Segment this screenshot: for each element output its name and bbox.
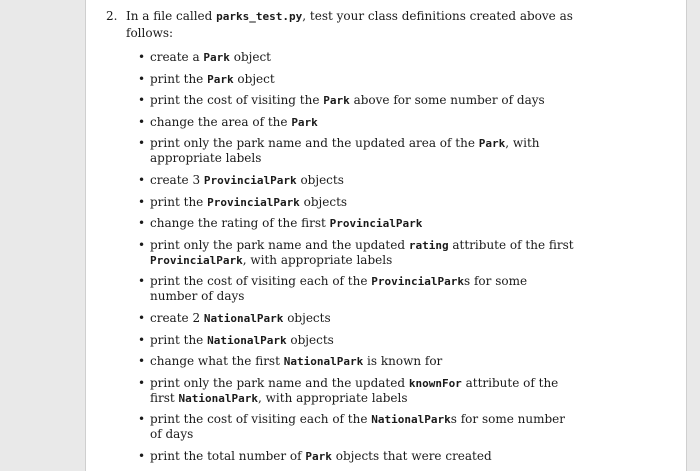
code-term: ProvincialPark — [150, 253, 243, 267]
code-term: ProvincialPark — [203, 173, 297, 187]
instruction-text: create 3 — [150, 172, 204, 187]
code-term: ProvincialPark — [329, 217, 423, 231]
code-term: NationalPark — [207, 333, 287, 347]
instruction-text: print the — [150, 332, 208, 347]
instruction-text: , with appropriate labels — [150, 136, 540, 166]
instruction-item — [138, 136, 576, 166]
instruction-item — [138, 333, 576, 348]
instruction-text: objects — [283, 310, 331, 325]
question-intro — [126, 8, 576, 41]
question-header — [106, 8, 576, 41]
code-term: rating — [408, 238, 449, 252]
instruction-text: change what the first — [150, 354, 284, 369]
instruction-item — [138, 238, 576, 268]
instruction-text: create 2 — [150, 310, 204, 325]
instruction-item — [138, 93, 576, 108]
instruction-item — [138, 115, 576, 130]
code-term: Park — [207, 72, 234, 86]
code-term: ProvincialPark — [207, 195, 300, 209]
instruction-item — [138, 195, 576, 210]
instruction-item — [138, 376, 576, 406]
instruction-text: print only the park name and the updated — [150, 375, 409, 390]
instruction-item — [138, 311, 576, 326]
instruction-text: print the cost of visiting the — [150, 93, 324, 108]
instruction-list — [106, 50, 576, 464]
code-term: Park — [203, 51, 230, 64]
instruction-item — [138, 274, 576, 304]
code-term: Park — [478, 137, 506, 151]
instruction-text: objects — [296, 172, 344, 187]
instruction-text: object — [233, 71, 275, 86]
code-term: NationalPark — [178, 391, 259, 405]
instruction-item — [138, 50, 576, 65]
instruction-text: objects — [299, 194, 348, 209]
code-term: NationalPark — [371, 413, 451, 427]
instruction-text: print the total number of — [150, 448, 306, 463]
instruction-text: objects that were created — [331, 448, 492, 463]
code-term: NationalPark — [203, 311, 284, 325]
instruction-item — [138, 412, 576, 442]
instruction-text: create a — [150, 50, 204, 64]
question-number: 2. — [106, 9, 118, 23]
instruction-text: object — [229, 50, 272, 64]
instruction-text: print the — [150, 71, 208, 86]
instruction-item — [138, 173, 576, 188]
instruction-text: , with appropriate labels — [242, 252, 393, 267]
code-term: Park — [323, 94, 350, 108]
instruction-text: print the cost of visiting each of the — [150, 412, 372, 427]
intro-text-post: , test your class definitions created above as follows: — [126, 9, 573, 40]
document-page — [85, 0, 687, 471]
question-content — [106, 8, 576, 471]
code-term: Park — [291, 115, 318, 129]
instruction-text: print only the park name and the updated — [150, 237, 409, 252]
instruction-text: print the — [150, 194, 208, 209]
instruction-text: above for some number of days — [349, 93, 545, 108]
instruction-text: change the rating of the first — [150, 216, 330, 231]
instruction-text: s for some number of days — [150, 274, 528, 304]
instruction-text: change the area of the — [150, 114, 292, 129]
instruction-item — [138, 216, 576, 231]
instruction-text: attribute of the first — [448, 237, 574, 252]
instruction-text: , with appropriate labels — [258, 390, 408, 405]
code-term: Park — [305, 449, 332, 463]
code-term: ProvincialPark — [371, 275, 464, 289]
instruction-item — [138, 449, 576, 464]
instruction-text: objects — [286, 332, 334, 347]
code-term: NationalPark — [283, 355, 364, 369]
intro-filename: parks_test.py — [216, 10, 303, 23]
instruction-item — [138, 72, 576, 87]
code-term: knownFor — [408, 376, 462, 390]
intro-text-pre: In a file called — [126, 9, 217, 23]
instruction-text: s for some number of days — [150, 412, 565, 442]
instruction-text: print the cost of visiting each of the — [150, 274, 372, 289]
instruction-text: attribute of the first — [150, 375, 559, 405]
instruction-text: print only the park name and the updated area of the — [150, 136, 479, 151]
instruction-text: is known for — [363, 354, 443, 369]
instruction-item — [138, 354, 576, 369]
